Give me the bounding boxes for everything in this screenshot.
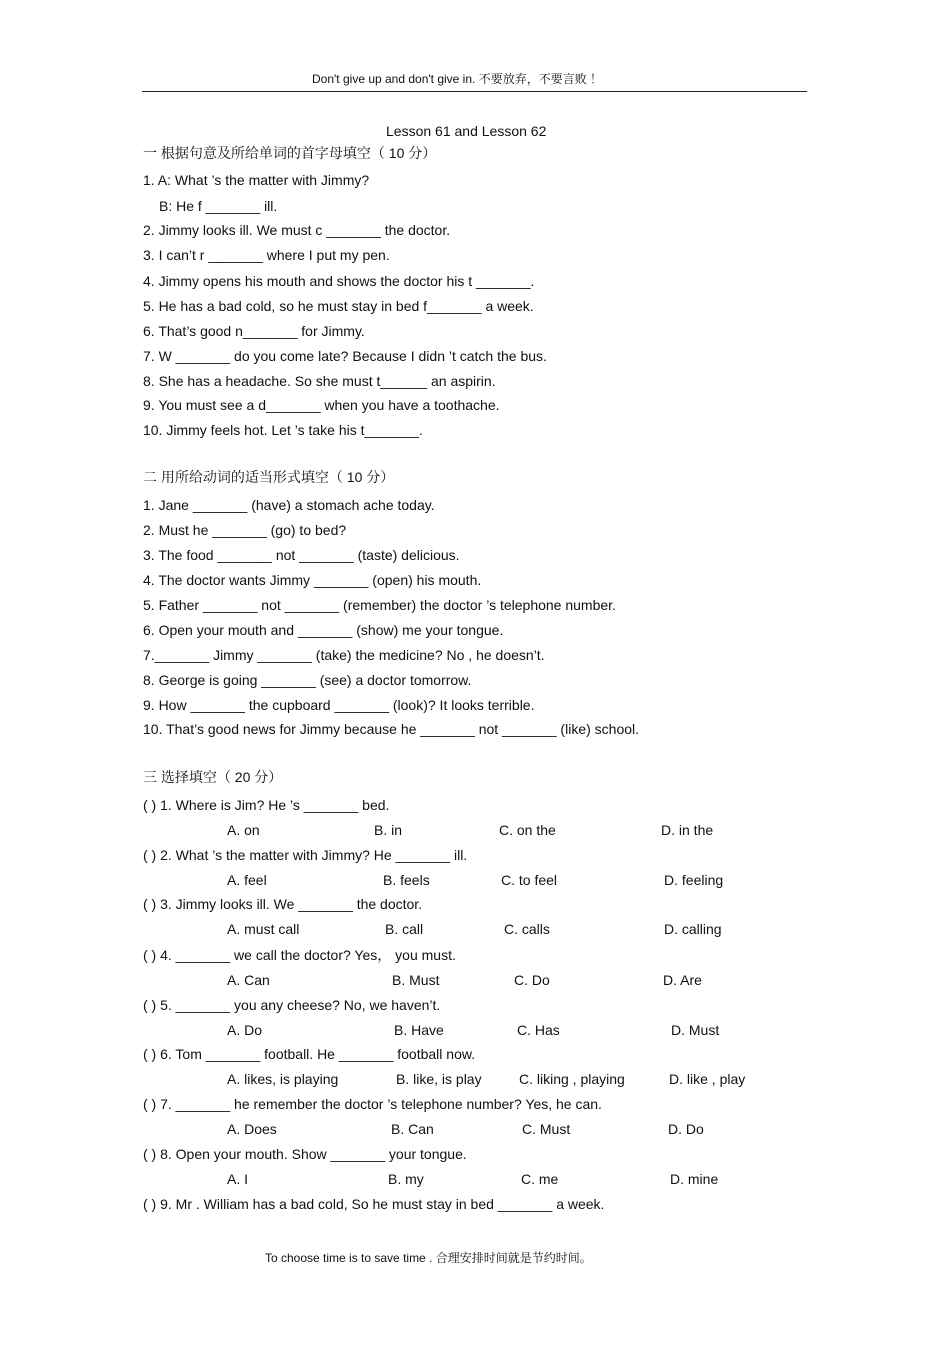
choice-option: C. Do	[514, 972, 550, 988]
choice-option: D. calling	[664, 921, 722, 937]
fill-in-question: 10. Jimmy feels hot. Let ’s take his t_______.	[143, 422, 423, 438]
verb-form-question: 2. Must he _______ (go) to bed?	[143, 522, 347, 538]
verb-form-question: 7._______ Jimmy _______ (take) the medicine? No , he doesn’t.	[143, 647, 545, 663]
verb-form-question: 10. That’s good news for Jimmy because he _______ not _______ (like) school.	[143, 721, 640, 737]
choice-question: ( ) 9. Mr . William has a bad cold, So he must stay in bed _______ a week.	[143, 1196, 605, 1212]
choice-option: A. Does	[227, 1121, 277, 1137]
choice-question: ( ) 1. Where is Jim? He ’s _______ bed.	[143, 797, 390, 813]
footer-motto: To choose time is to save time . 合理安排时间就是节约时间。	[265, 1251, 592, 1265]
verb-form-question: 4. The doctor wants Jimmy _______ (open) his mouth.	[143, 572, 482, 588]
choice-option: A. I	[227, 1171, 249, 1187]
choice-option: D. feeling	[664, 872, 724, 888]
choice-option: B. like, is play	[396, 1071, 482, 1087]
fill-in-question: 4. Jimmy opens his mouth and shows the doctor his t _______.	[143, 273, 535, 289]
choice-question: ( ) 8. Open your mouth. Show _______ your tongue.	[143, 1146, 467, 1162]
choice-option: A. feel	[227, 872, 267, 888]
choice-option: A. likes, is playing	[227, 1071, 339, 1087]
choice-option: D. in the	[661, 822, 714, 838]
choice-question: ( ) 4. _______ we call the doctor? Yes， you must.	[143, 947, 456, 963]
section3-heading: 三 选择填空（ 20 分）	[143, 769, 283, 785]
fill-in-question: 6. That’s good n_______ for Jimmy.	[143, 323, 365, 339]
verb-form-question: 8. George is going _______ (see) a doctor tomorrow.	[143, 672, 472, 688]
lesson-title: Lesson 61 and Lesson 62	[386, 123, 547, 139]
fill-in-question: 7. W _______ do you come late? Because I didn ’t catch the bus.	[143, 348, 547, 364]
choice-question: ( ) 5. _______ you any cheese? No, we haven’t.	[143, 997, 441, 1013]
choice-option: D. like , play	[669, 1071, 746, 1087]
choice-option: D. Are	[663, 972, 702, 988]
choice-option: A. must call	[227, 921, 300, 937]
fill-in-question: 9. You must see a d_______ when you have a toothache.	[143, 397, 500, 413]
choice-option: B. call	[385, 921, 424, 937]
section1-heading: 一 根据句意及所给单词的首字母填空（ 10 分）	[143, 145, 437, 161]
verb-form-question: 5. Father _______ not _______ (remember) the doctor ’s telephone number.	[143, 597, 616, 613]
choice-option: C. Has	[517, 1022, 560, 1038]
choice-option: B. Have	[394, 1022, 444, 1038]
choice-question: ( ) 6. Tom _______ football. He _______ football now.	[143, 1046, 476, 1062]
choice-option: B. in	[374, 822, 403, 838]
header-rule	[142, 91, 807, 92]
choice-option: B. Can	[391, 1121, 434, 1137]
fill-in-question: 8. She has a headache. So she must t______ an aspirin.	[143, 373, 496, 389]
choice-option: C. Must	[522, 1121, 571, 1137]
choice-question: ( ) 3. Jimmy looks ill. We _______ the doctor.	[143, 896, 423, 912]
choice-option: D. Do	[668, 1121, 704, 1137]
choice-option: A. Can	[227, 972, 270, 988]
choice-option: C. to feel	[501, 872, 558, 888]
verb-form-question: 1. Jane _______ (have) a stomach ache today.	[143, 497, 435, 513]
fill-in-question: 5. He has a bad cold, so he must stay in bed f_______ a week.	[143, 298, 534, 314]
choice-option: C. on the	[499, 822, 556, 838]
fill-in-question: 1. A: What ’s the matter with Jimmy?	[143, 172, 370, 188]
choice-option: C. calls	[504, 921, 550, 937]
section2-heading: 二 用所给动词的适当形式填空（ 10 分）	[143, 469, 395, 485]
choice-option: B. Must	[392, 972, 440, 988]
header-motto: Don't give up and don't give in. 不要放弃，不要言败 ！	[312, 72, 603, 86]
verb-form-question: 6. Open your mouth and _______ (show) me your tongue.	[143, 622, 504, 638]
choice-option: C. liking , playing	[519, 1071, 625, 1087]
choice-option: D. mine	[670, 1171, 719, 1187]
choice-option: B. my	[388, 1171, 424, 1187]
choice-option: B. feels	[383, 872, 430, 888]
verb-form-question: 3. The food _______ not _______ (taste) delicious.	[143, 547, 460, 563]
choice-option: A. on	[227, 822, 260, 838]
fill-in-question: 2. Jimmy looks ill. We must c _______ the doctor.	[143, 222, 451, 238]
choice-question: ( ) 7. _______ he remember the doctor ’s telephone number? Yes, he can.	[143, 1096, 602, 1112]
fill-in-question: B: He f _______ ill.	[159, 198, 278, 214]
choice-option: D. Must	[671, 1022, 720, 1038]
verb-form-question: 9. How _______ the cupboard _______ (look)? It looks terrible.	[143, 697, 535, 713]
choice-option: A. Do	[227, 1022, 263, 1038]
choice-option: C. me	[521, 1171, 559, 1187]
fill-in-question: 3. I can’t r _______ where I put my pen.	[143, 247, 390, 263]
choice-question: ( ) 2. What ’s the matter with Jimmy? He _______ ill.	[143, 847, 468, 863]
